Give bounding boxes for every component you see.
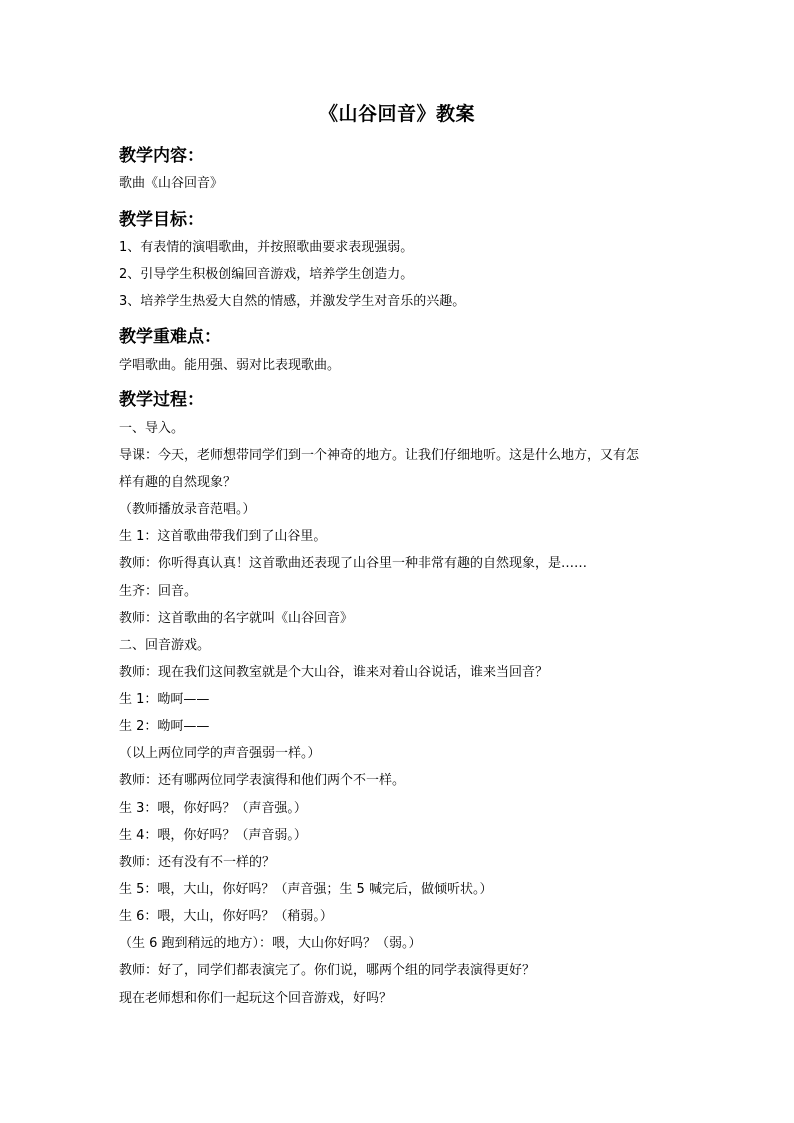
heading-goals: 教学目标： bbox=[119, 210, 204, 230]
process-line: 生 1：这首歌曲带我们到了山谷里。 bbox=[119, 529, 327, 544]
goal-line: 2、引导学生积极创编回音游戏，培养学生创造力。 bbox=[119, 267, 414, 282]
goal-line: 3、培养学生热爱大自然的情感，并激发学生对音乐的兴趣。 bbox=[119, 294, 466, 309]
process-line: 生 5：喂，大山，你好吗？（声音强；生 5 喊完后，做倾听状。） bbox=[119, 882, 493, 897]
heading-content: 教学内容： bbox=[119, 146, 204, 166]
process-line: 教师：还有哪两位同学表演得和他们两个不一样。 bbox=[119, 773, 406, 788]
key-point-line: 学唱歌曲。能用强、弱对比表现歌曲。 bbox=[119, 358, 341, 373]
goal-line: 1、有表情的演唱歌曲，并按照歌曲要求表现强弱。 bbox=[119, 240, 414, 255]
process-line: 生 6：喂，大山，你好吗？（稍弱。） bbox=[119, 909, 333, 924]
process-line: 教师：还有没有不一样的？ bbox=[119, 855, 276, 870]
heading-key-points: 教学重难点： bbox=[119, 327, 221, 347]
process-line: 二、回音游戏。 bbox=[119, 638, 211, 653]
process-line: 生 4：喂，你好吗？（声音弱。） bbox=[119, 828, 307, 843]
process-line: 生 1：呦呵—— bbox=[119, 692, 210, 707]
process-line: 一、导入。 bbox=[119, 421, 185, 436]
process-line: 生 2：呦呵—— bbox=[119, 719, 210, 734]
document-title: 《山谷回音》教案 bbox=[318, 103, 475, 125]
process-line: 教师：你听得真认真！这首歌曲还表现了山谷里一种非常有趣的自然现象，是…… bbox=[119, 556, 588, 571]
process-line: 导课：今天，老师想带同学们到一个神奇的地方。让我们仔细地听。这是什么地方，又有怎 bbox=[119, 448, 640, 463]
process-line: （生 6 跑到稍远的地方）：喂，大山你好吗？（弱。） bbox=[119, 936, 422, 951]
process-line: 教师：现在我们这间教室就是个大山谷，谁来对着山谷说话，谁来当回音？ bbox=[119, 665, 549, 680]
process-line: （教师播放录音范唱。） bbox=[119, 502, 256, 517]
process-line: 教师：好了，同学们都表演完了。你们说，哪两个组的同学表演得更好？ bbox=[119, 963, 536, 978]
content-line: 歌曲《山谷回音》 bbox=[119, 176, 224, 191]
process-line: 生齐：回音。 bbox=[119, 584, 198, 599]
process-line: 教师：这首歌曲的名字就叫《山谷回音》 bbox=[119, 611, 354, 626]
process-line: 生 3：喂，你好吗？（声音强。） bbox=[119, 801, 307, 816]
heading-process: 教学过程： bbox=[119, 390, 204, 410]
process-line: 现在老师想和你们一起玩这个回音游戏，好吗？ bbox=[119, 991, 393, 1006]
process-line: 样有趣的自然现象？ bbox=[119, 475, 237, 490]
process-line: （以上两位同学的声音强弱一样。） bbox=[119, 746, 321, 761]
